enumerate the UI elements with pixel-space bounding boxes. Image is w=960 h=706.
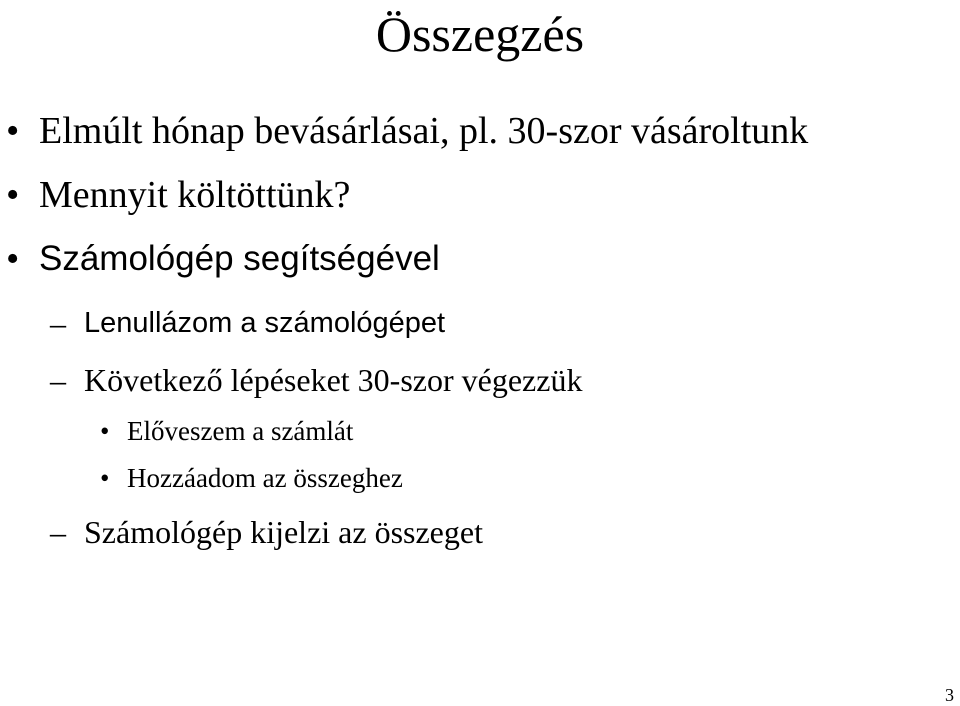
sub-item-2: Következő lépéseket 30-szor végezzük [84,362,583,398]
bullet-item-3: Számológép segítségével [39,239,440,278]
sub-bullet-marker: • [100,463,110,493]
dash-marker: – [50,514,66,550]
slide-title: Összegzés [375,6,585,62]
bullet-marker: • [6,238,20,280]
sub-item-3: Számológép kijelzi az összeget [84,514,483,550]
dash-marker: – [50,362,66,398]
sub-bullet-marker: • [100,416,110,446]
sub-sub-item-1: Előveszem a számlát [127,416,354,446]
page-number: 3 [945,685,954,705]
bullet-marker: • [6,110,20,152]
sub-sub-item-2: Hozzáadom az összeghez [127,463,403,493]
sub-item-1: Lenullázom a számológépet [84,307,446,339]
dash-marker: – [50,305,66,341]
bullet-item-1: Elmúlt hónap bevásárlásai, pl. 30-szor vásároltunk [39,110,809,152]
bullet-marker: • [6,174,20,216]
bullet-item-2: Mennyit költöttünk? [39,174,351,216]
